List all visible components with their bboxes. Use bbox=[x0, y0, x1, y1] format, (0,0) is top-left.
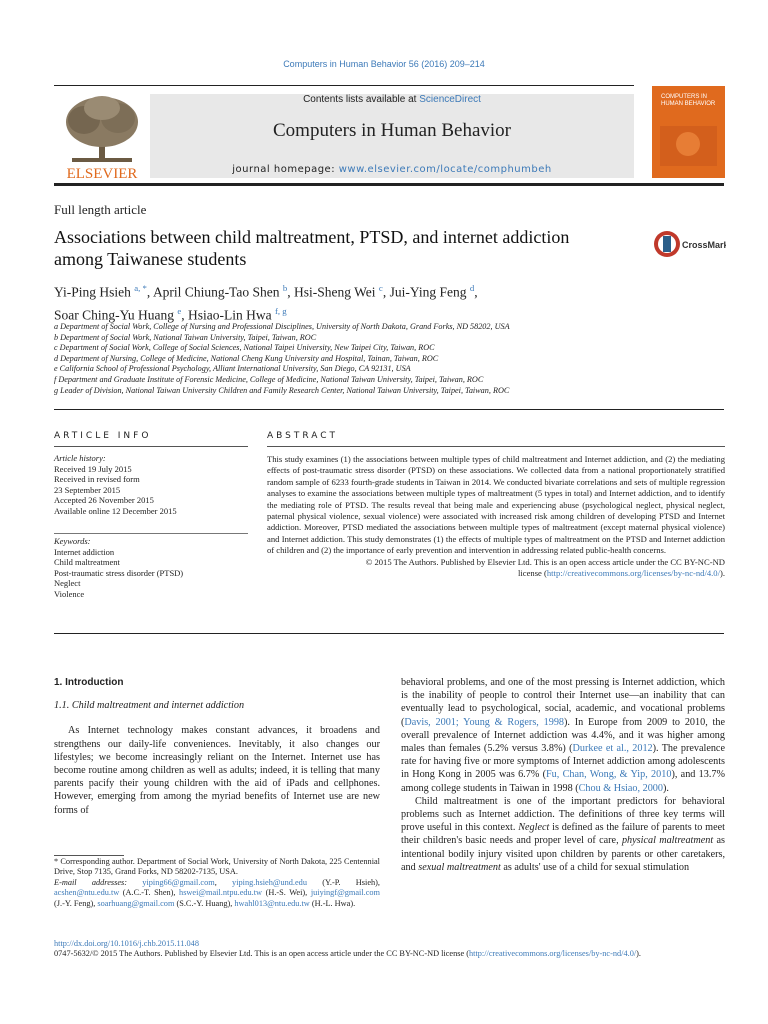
abstract-copyright: © 2015 The Authors. Published by Elsevier Ltd. This is an open access article under the CC BY-NC-ND bbox=[365, 556, 725, 567]
license-link[interactable]: http://creativecommons.org/licenses/by-nc-nd/4.0/ bbox=[546, 568, 720, 579]
text-run: is defined as the failure of parents to meet their children's basic needs and proper level of care, bbox=[401, 822, 725, 847]
license-link-footer[interactable]: http://creativecommons.org/licenses/by-nc-nd/4.0/ bbox=[469, 949, 637, 959]
affiliation: c Department of Social Work, College of Social Sciences, National Taipei University, New Taipei City, Taiwan, ROC bbox=[54, 343, 435, 353]
text-run: Child maltreatment is one of the important predictors for behavioral problems such as Internet addiction. The definitions of three key terms will prove useful in this context. bbox=[401, 795, 725, 834]
homepage-link[interactable]: www.elsevier.com/locate/comphumbeh bbox=[338, 164, 552, 175]
article-info-rule bbox=[54, 446, 248, 447]
article-type: Full length article bbox=[54, 202, 147, 217]
keywords-label: Keywords: bbox=[54, 536, 91, 546]
email-label: E-mail addresses: bbox=[54, 877, 143, 887]
email-owner: , bbox=[214, 877, 233, 887]
author-affil-mark[interactable]: f, g bbox=[275, 305, 287, 316]
corresponding-author: * Corresponding author. Department of Social Work, University of North Dakota, 225 Centennial Drive, Stop 7135, Grand Forks, ND 58202-7135, USA. bbox=[54, 857, 380, 877]
header-thick-rule bbox=[54, 183, 724, 186]
email-link[interactable]: hswei@mail.ntpu.edu.tw bbox=[179, 888, 263, 898]
author-name[interactable]: Hsiao-Lin Hwa bbox=[188, 307, 272, 322]
issn-line bbox=[54, 949, 734, 959]
email-addresses bbox=[54, 878, 380, 909]
author-affil-mark[interactable]: a, * bbox=[134, 283, 147, 293]
crossmark-icon bbox=[652, 229, 726, 259]
affiliation: d Department of Nursing, College of Medicine, National Cheng Kung University and Hospital, Tainan, Taiwan, ROC bbox=[54, 353, 439, 363]
author-name[interactable]: April Chiung-Tao Shen bbox=[152, 284, 280, 300]
term-physical-maltreatment: physical maltreatment bbox=[621, 835, 714, 847]
citation-link[interactable]: Fu, Chan, Wong, & Yip, 2010 bbox=[546, 769, 672, 781]
abstract-rule bbox=[267, 446, 725, 447]
elsevier-tree-icon bbox=[54, 92, 150, 182]
abstract-heading: ABSTRACT bbox=[267, 431, 339, 441]
author-affil-mark[interactable]: d bbox=[469, 283, 475, 293]
license-prefix: license ( bbox=[518, 568, 547, 579]
email-link[interactable]: hwahl013@ntu.edu.tw bbox=[234, 898, 310, 908]
body-column-right bbox=[401, 676, 725, 874]
issn-suffix: ). bbox=[636, 949, 641, 959]
affiliations bbox=[54, 322, 734, 396]
author-affil-mark[interactable]: e bbox=[177, 305, 182, 316]
crossmark-label: CrossMark bbox=[682, 240, 726, 250]
section-heading: 1. Introduction bbox=[54, 677, 124, 688]
doi-block bbox=[54, 939, 734, 960]
text-run: behavioral problems, and one of the most pressing is Internet addiction, which is the inability of people to control their Internet use—an inability that can eventually lead to psychological, social, academic, and vocational problems ( bbox=[401, 677, 725, 728]
contents-prefix: Contents lists available at bbox=[303, 94, 420, 105]
text-run: ). The prevalence rate for having five or more symptoms of Internet addiction among adolescents in Hong Kong in 2005 was 6.7% ( bbox=[401, 743, 725, 781]
author-affil-mark[interactable]: b bbox=[282, 283, 288, 293]
article-info-heading: ARTICLE INFO bbox=[54, 431, 152, 441]
body-paragraph bbox=[401, 795, 725, 874]
email-link[interactable]: juiyingf@gmail.com bbox=[310, 888, 380, 898]
body-paragraph: As Internet technology makes constant advances, it broadens and strengthens our daily-life conveniences. Inevitably, it also changes our lifestyles; we become increasingly reliant on the Internet. Internet use has become routine among children as well as adults; indeed, it is telling that many parents pacify their young children with the aid of iPads and cellphones. However, emerging from among the myriad benefits of Internet use are new forms of bbox=[54, 725, 380, 816]
keyword: Violence bbox=[54, 588, 85, 599]
citation-link[interactable]: Durkee et al., 2012 bbox=[572, 743, 653, 755]
body-paragraph bbox=[401, 676, 725, 795]
cover-title: COMPUTERS IN HUMAN BEHAVIOR bbox=[661, 94, 716, 107]
history-item: Received 19 July 2015 bbox=[54, 463, 132, 474]
keyword: Neglect bbox=[54, 578, 81, 589]
text-run: as intentional bodily injury visited upon children by parents or other caretakers, and bbox=[401, 835, 725, 873]
doi-link[interactable]: http://dx.doi.org/10.1016/j.chb.2015.11.048 bbox=[54, 939, 199, 948]
email-link[interactable]: acshen@ntu.edu.tw bbox=[54, 888, 120, 898]
elsevier-logo[interactable] bbox=[54, 92, 150, 182]
footnote-rule bbox=[54, 855, 124, 856]
journal-homepage bbox=[150, 164, 634, 175]
article-history bbox=[54, 453, 249, 517]
email-link[interactable]: soarhuang@gmail.com bbox=[97, 898, 175, 908]
affiliation: f Department and Graduate Institute of Forensic Medicine, College of Medicine, National Taiwan University, Taipei, Taiwan, ROC bbox=[54, 374, 484, 384]
license-suffix: ). bbox=[719, 568, 725, 579]
cover-graphic-icon bbox=[652, 86, 725, 178]
history-item: 23 September 2015 bbox=[54, 484, 121, 495]
author-affil-mark[interactable]: c bbox=[378, 283, 383, 293]
subsection-heading: 1.1. Child maltreatment and internet addiction bbox=[54, 700, 245, 712]
crossmark-badge[interactable] bbox=[652, 229, 726, 259]
author-name[interactable]: Hsi-Sheng Wei bbox=[294, 284, 376, 300]
sciencedirect-link[interactable]: ScienceDirect bbox=[419, 94, 481, 105]
email-owner: (Y.-P. Hsieh), bbox=[306, 877, 380, 887]
affiliation: g Leader of Division, National Taiwan University Children and Family Research Center, National Taiwan University, Taipei, Taiwan, ROC bbox=[54, 385, 510, 395]
term-neglect: Neglect bbox=[518, 822, 550, 834]
contents-line bbox=[150, 94, 634, 105]
affiliation: a Department of Social Work, College of Nursing and Professional Disciplines, University of North Dakota, Grand Forks, ND 58202, USA bbox=[54, 322, 510, 331]
abstract-body bbox=[267, 454, 725, 579]
footnote bbox=[54, 857, 380, 909]
author-line-2: Soar Ching-Yu Huang $^e$, Hsiao-Lin Hwa $^{f, g}$ bbox=[54, 305, 287, 322]
author-name[interactable]: Soar Ching-Yu Huang bbox=[54, 307, 174, 322]
author-line-1: Yi-Ping Hsieh $^{a, *}$, April Chiung-Tao Shen $^b$, Hsi-Sheng Wei $^c$, Jui-Ying Feng $^d$, bbox=[54, 283, 478, 300]
history-item: Available online 12 December 2015 bbox=[54, 505, 177, 516]
author-name[interactable]: Yi-Ping Hsieh bbox=[54, 284, 131, 300]
homepage-prefix: journal homepage: bbox=[232, 164, 339, 175]
affiliation: b Department of Social Work, National Taiwan University, Taipei, Taiwan, ROC bbox=[54, 332, 317, 342]
journal-citation[interactable]: Computers in Human Behavior 56 (2016) 209–214 bbox=[283, 59, 485, 69]
keyword: Child maltreatment bbox=[54, 557, 120, 568]
affiliation: e California School of Professional Psychology, Alliant International University, San Diego, CA 92131, USA bbox=[54, 364, 411, 374]
abstract-license bbox=[267, 568, 725, 579]
history-label: Article history: bbox=[54, 453, 106, 463]
citation-link[interactable]: Chou & Hsiao, 2000 bbox=[578, 782, 663, 794]
article-title: Associations between child maltreatment, PTSD, and internet addiction among Taiwanese students bbox=[54, 227, 570, 269]
header-rule bbox=[54, 85, 634, 86]
journal-cover[interactable] bbox=[652, 86, 725, 178]
citation-link[interactable]: Davis, 2001; Young & Rogers, 1998 bbox=[404, 716, 565, 728]
author-list bbox=[54, 279, 654, 324]
text-run: ). bbox=[662, 782, 669, 794]
email-owner: (S.C.-Y. Huang), bbox=[174, 898, 235, 908]
history-item: Received in revised form bbox=[54, 474, 140, 485]
abstract-bottom-rule bbox=[54, 633, 724, 634]
keywords-rule bbox=[54, 533, 248, 534]
email-owner: (H.-L. Hwa). bbox=[309, 898, 356, 908]
issn-text: 0747-5632/© 2015 The Authors. Published by Elsevier Ltd. This is an open access article under the CC BY-NC-ND license ( bbox=[54, 949, 470, 959]
section-rule bbox=[54, 409, 724, 410]
keyword: Post-traumatic stress disorder (PTSD) bbox=[54, 567, 184, 578]
email-owner: (H.-S. Wei), bbox=[262, 888, 311, 898]
author-name[interactable]: Jui-Ying Feng bbox=[389, 284, 467, 300]
keyword: Internet addiction bbox=[54, 546, 115, 557]
history-item: Accepted 26 November 2015 bbox=[54, 495, 154, 506]
term-sexual-maltreatment: sexual maltreatment bbox=[418, 861, 501, 873]
keywords bbox=[54, 536, 249, 600]
journal-title: Computers in Human Behavior bbox=[273, 120, 511, 141]
email-owner: (J.-Y. Feng), bbox=[54, 898, 98, 908]
email-owner: (A.C.-T. Shen), bbox=[119, 888, 180, 898]
abstract-text: This study examines (1) the associations between multiple types of child maltreatment and Internet addiction, and (2) the mediating effects of post-traumatic stress disorder (PTSD) on these associations. We collected data from a national proportionately stratified random sample of 6233 fourth-grade students in Taiwan in 2014. We conducted bivariate correlations and sets of multiple regression analyses to examine the associations between multiple types of maltreatment (5 types in total) and Internet addiction, and to identify the mediating role of PTSD. The results reveal that being male and experiencing abuse (psychological neglect, physical neglect, paternal physical violence, sexual violence) were associated with increased risk among children of developing PTSD and Internet addiction. Moreover, PTSD mediated the associations between multiple types of maltreatment (except maternal physical violence) and Internet addiction. This study demonstrates (1) the effects of multiple types of maltreatment on the PTSD and Internet addiction of children and (2) the importance of early prevention and intervention in addressing related public-health concerns. bbox=[267, 454, 725, 556]
text-run: ), and 13.7% among college students in Taiwan in 1998 ( bbox=[401, 769, 725, 794]
elsevier-wordmark: ELSEVIER bbox=[66, 166, 138, 182]
text-run: as adults' use of a child for sexual stimulation bbox=[500, 861, 690, 873]
body-column-left bbox=[54, 676, 380, 817]
email-link[interactable]: yiping66@gmail.com bbox=[142, 877, 215, 887]
email-link[interactable]: yiping.hsieh@und.edu bbox=[232, 877, 307, 887]
text-run: ). In Europe from 2009 to 2010, the overall prevalence of Internet addiction was 4.4%, and it was higher among males than females (5.2% versus 3.8%) ( bbox=[401, 716, 725, 755]
